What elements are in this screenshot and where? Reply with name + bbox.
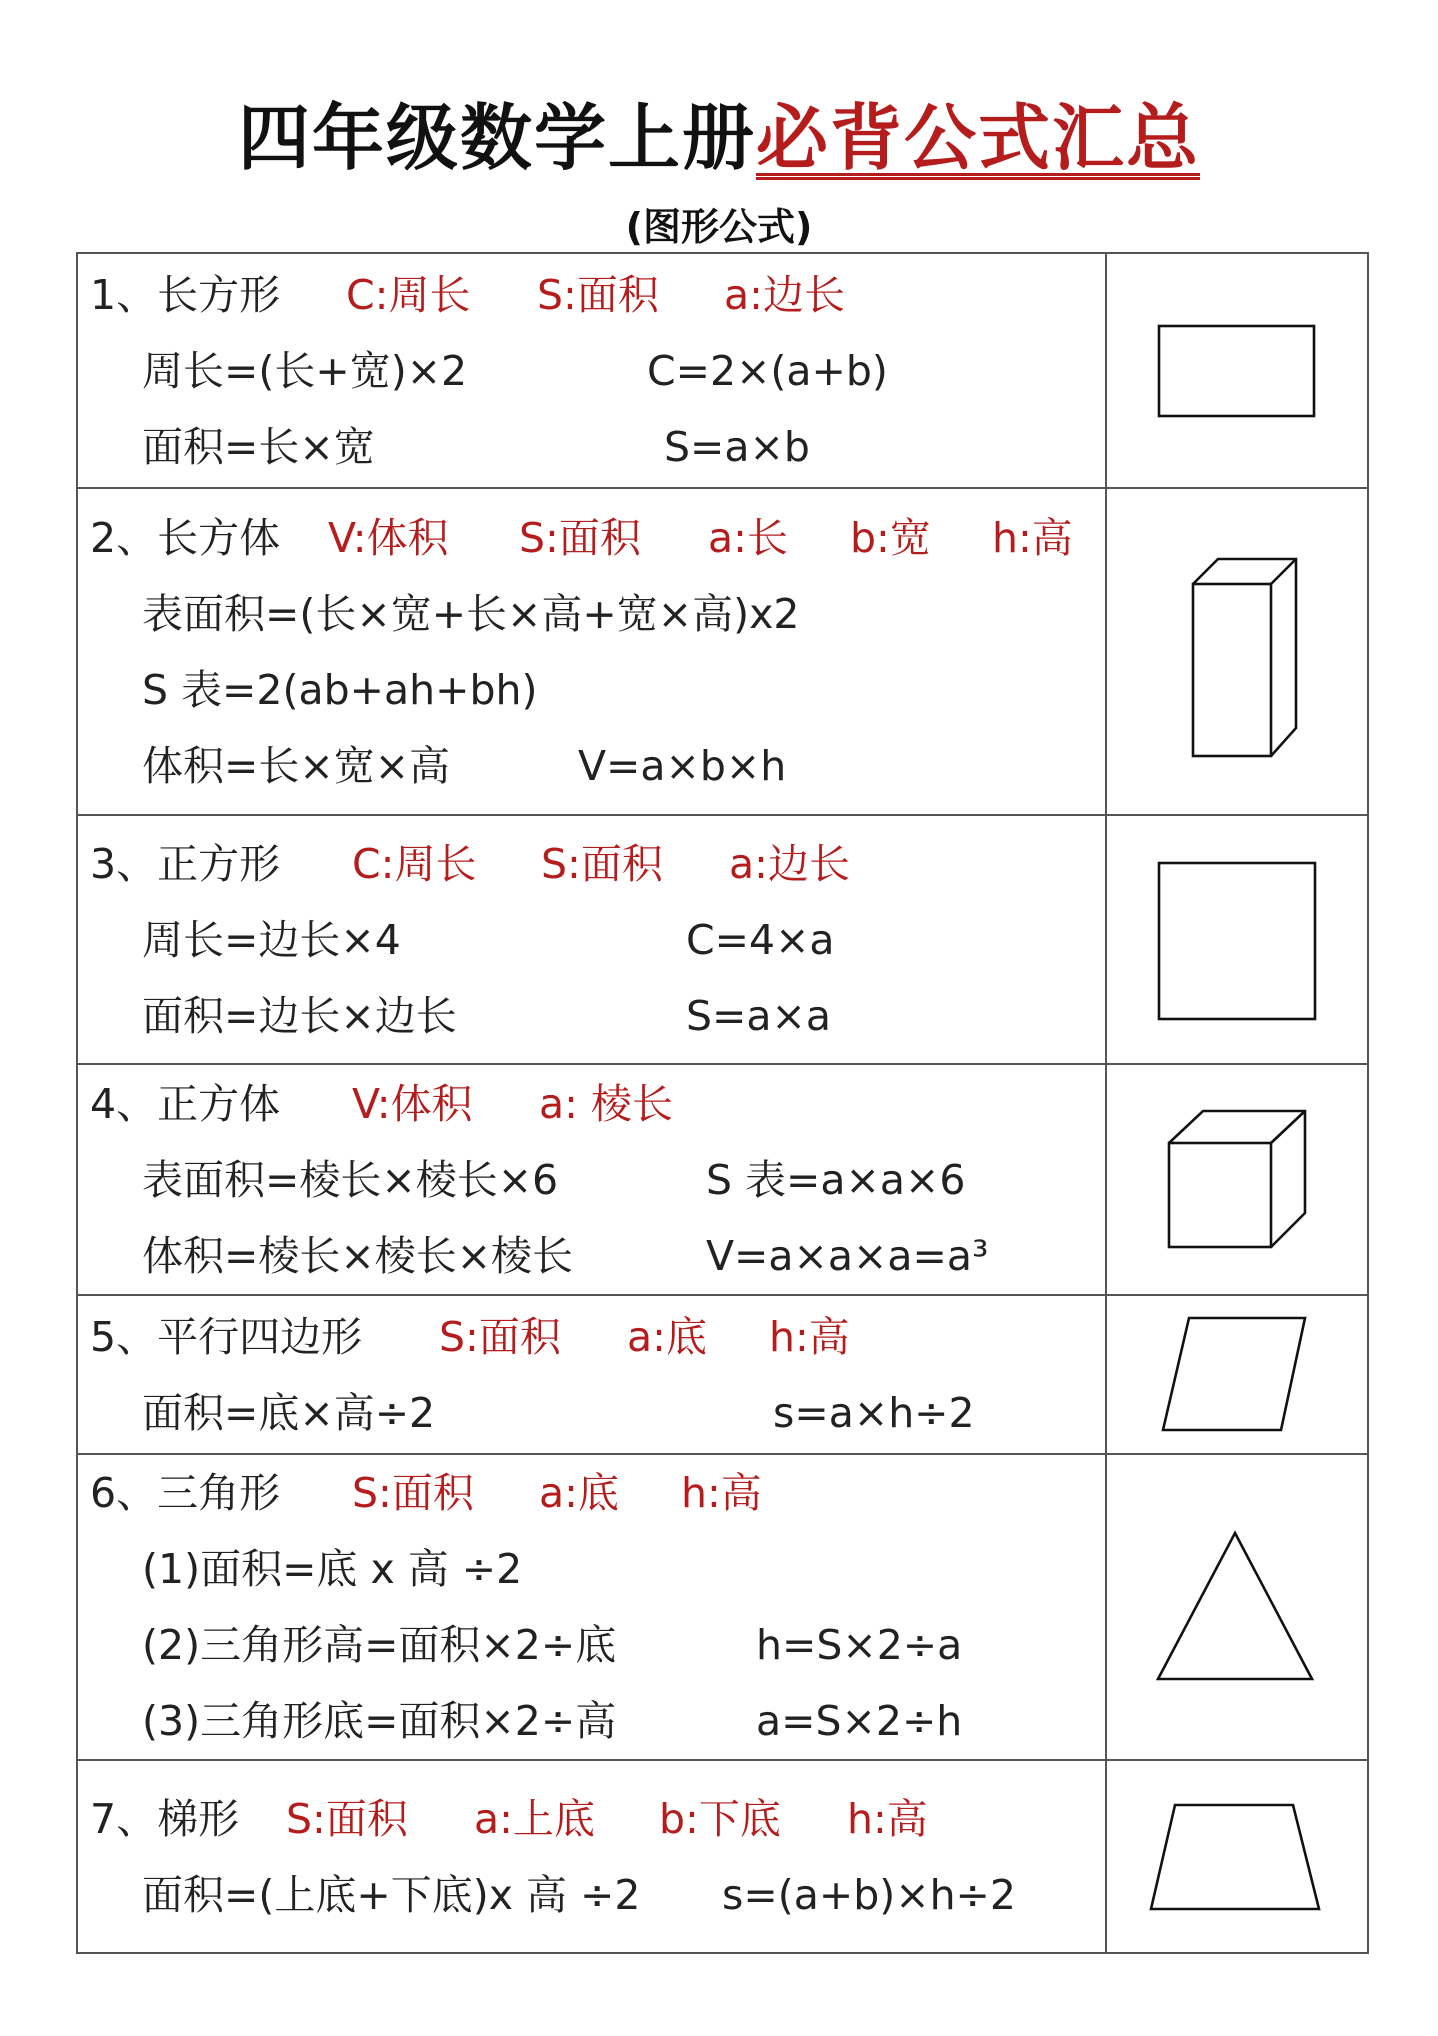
parallelogram-icon [1157,1312,1317,1437]
section-header [78,1781,1105,1857]
section-heading: 2、长方体 [90,513,281,562]
symbol-label: S:面积 [519,513,641,562]
rectangle-icon [1147,311,1327,431]
section-header [78,826,1105,902]
square-icon [1147,855,1327,1025]
formula-letters: S 表=a×a×6 [706,1155,966,1204]
section-header [78,1066,1105,1142]
formula-words: 表面积=(长×宽+长×高+宽×高)x2 [142,589,800,638]
trapezoid-icon [1147,1797,1327,1917]
symbol-label: S:面积 [286,1794,408,1843]
formula-line [78,1607,1105,1683]
formula-words: 面积=(上底+下底)x 高 ÷2 [142,1870,641,1919]
formula-words: 面积=底×高÷2 [142,1388,436,1437]
section-text [77,1760,1106,1953]
page-title [0,80,1438,184]
formula-words: 体积=长×宽×高 [142,741,451,790]
section-text [77,1295,1106,1454]
section-cube [77,1064,1368,1295]
section-header [78,500,1105,576]
symbol-label: a:底 [627,1312,707,1361]
formula-line [78,409,1105,485]
figure-cell [1106,1760,1368,1953]
formula-line [78,902,1105,978]
formula-letters: S=a×b [664,422,810,471]
formula-letters: V=a×a×a=a³ [706,1231,989,1280]
formula-line [78,576,1105,652]
symbol-label: h:高 [992,513,1073,562]
figure-cell [1106,1064,1368,1295]
symbol-label: a:长 [708,513,788,562]
formula-line [78,1683,1105,1759]
section-text [77,253,1106,488]
triangle-icon [1152,1527,1322,1687]
section-heading: 3、正方形 [90,839,281,888]
formula-line [78,1142,1105,1218]
formula-letters: C=2×(a+b) [647,346,888,395]
formula-words: 周长=边长×4 [142,915,401,964]
formula-letters: h=S×2÷a [756,1621,963,1669]
section-heading: 1、长方形 [90,270,281,319]
formula-table [76,252,1369,1954]
formula-words: S 表=2(ab+ah+bh) [142,665,538,714]
figure-cell [1106,815,1368,1064]
symbol-label: a:边长 [729,839,850,888]
symbol-label: h:高 [681,1469,762,1517]
formula-line [78,1857,1105,1933]
section-header [78,1455,1105,1531]
figure-cell [1106,253,1368,488]
formula-words: 面积=长×宽 [142,422,375,471]
formula-words: (3)三角形底=面积×2÷高 [142,1697,617,1745]
section-parallelogram [77,1295,1368,1454]
formula-letters: a=S×2÷h [756,1697,963,1745]
symbol-label: a:上底 [474,1794,595,1843]
formula-letters: s=a×h÷2 [773,1388,975,1437]
symbol-label: a:边长 [724,270,845,319]
section-rectangle [77,253,1368,488]
section-text [77,815,1106,1064]
formula-line [78,1218,1105,1294]
section-text [77,1064,1106,1295]
formula-line [78,728,1105,804]
title-main: 四年级数学上册 [237,96,756,180]
symbol-label: a: 棱长 [539,1079,673,1128]
section-heading: 6、三角形 [90,1469,281,1517]
formula-line [78,1531,1105,1607]
symbol-label: S:面积 [537,270,659,319]
page-subtitle: (图形公式) [625,205,813,249]
section-trapezoid [77,1760,1368,1953]
figure-cell [1106,1454,1368,1760]
formula-letters: S=a×a [686,991,831,1040]
section-cuboid [77,488,1368,815]
section-header [78,257,1105,333]
section-header [78,1299,1105,1375]
section-square [77,815,1368,1064]
section-heading: 7、梯形 [90,1794,240,1843]
formula-line [78,333,1105,409]
formula-words: 面积=边长×边长 [142,991,457,1040]
figure-cell [1106,1295,1368,1454]
symbol-label: C:周长 [352,839,477,888]
section-heading: 4、正方体 [90,1079,281,1128]
title-highlight: 必背公式汇总 [756,96,1201,180]
formula-letters: V=a×b×h [578,741,787,790]
symbol-label: C:周长 [346,270,471,319]
formula-words: 表面积=棱长×棱长×6 [142,1155,559,1204]
formula-words: (1)面积=底 x 高 ÷2 [142,1545,523,1593]
formula-line [78,978,1105,1054]
symbol-label: V:体积 [352,1079,473,1128]
symbol-label: S:面积 [541,839,663,888]
symbol-label: V:体积 [328,513,449,562]
formula-line [78,1375,1105,1451]
section-heading: 5、平行四边形 [90,1312,363,1361]
symbol-label: h:高 [769,1312,850,1361]
formula-letters: s=(a+b)×h÷2 [722,1870,1016,1919]
symbol-label: S:面积 [352,1469,474,1517]
cube-icon [1157,1105,1317,1255]
symbol-label: b:宽 [850,513,931,562]
symbol-label: S:面积 [439,1312,561,1361]
formula-letters: C=4×a [686,915,835,964]
cuboid-icon [1167,542,1307,762]
symbol-label: b:下底 [659,1794,781,1843]
section-text [77,488,1106,815]
formula-line [78,652,1105,728]
formula-words: (2)三角形高=面积×2÷底 [142,1621,617,1669]
section-triangle [77,1454,1368,1760]
formula-words: 周长=(长+宽)×2 [142,346,468,395]
formula-words: 体积=棱长×棱长×棱长 [142,1231,574,1280]
figure-cell [1106,488,1368,815]
symbol-label: a:底 [539,1469,619,1517]
section-text [77,1454,1106,1760]
symbol-label: h:高 [847,1794,928,1843]
